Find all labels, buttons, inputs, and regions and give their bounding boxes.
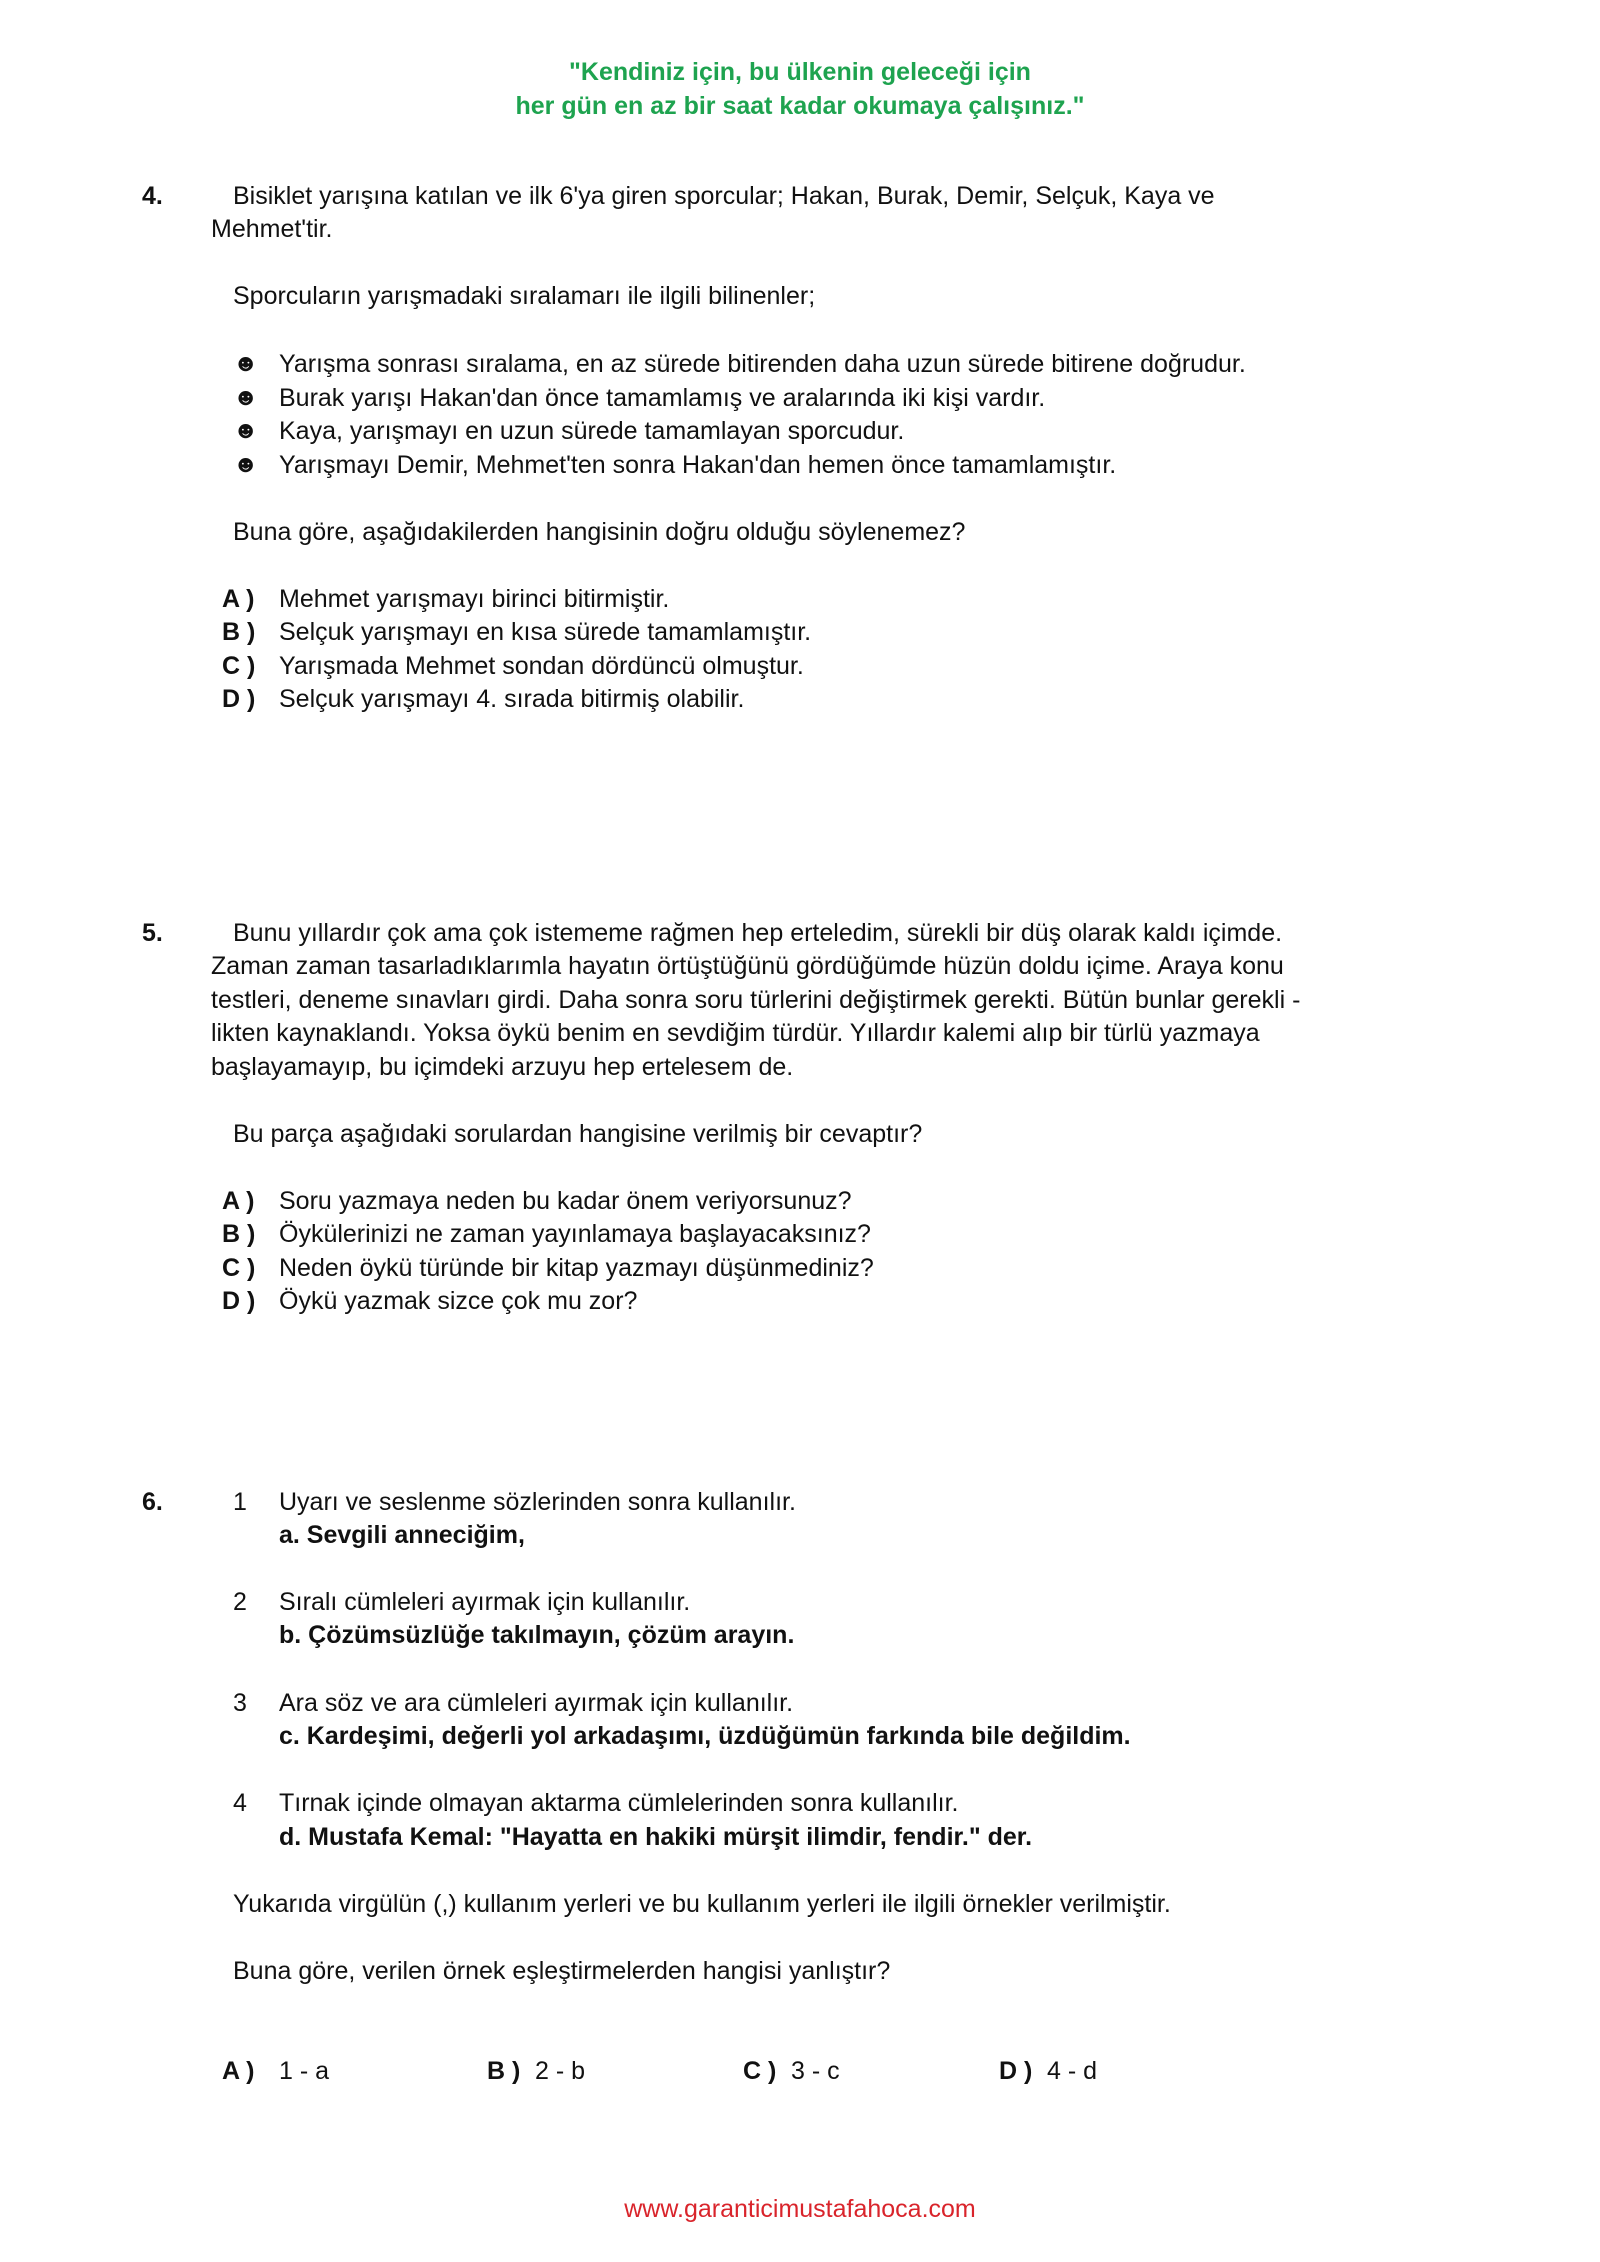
option-letter[interactable]: D ) bbox=[222, 1287, 256, 1315]
option-letter[interactable]: A ) bbox=[222, 2057, 255, 2085]
question-number: 4. bbox=[142, 182, 163, 210]
quote-line-1: "Kendiniz için, bu ülkenin geleceği için bbox=[569, 58, 1031, 86]
usage-example: d. Mustafa Kemal: "Hayatta en hakiki mürşit ilimdir, fendir." der. bbox=[279, 1823, 1033, 1851]
usage-rule: Tırnak içinde olmayan aktarma cümlelerinden sonra kullanılır. bbox=[279, 1789, 959, 1817]
option-text[interactable]: Neden öykü türünde bir kitap yazmayı düşünmediniz? bbox=[279, 1254, 874, 1282]
passage-line: Zaman zaman tasarladıklarımla hayatın örtüştüğünü gördüğümde hüzün doldu içime. Araya konu bbox=[211, 952, 1284, 980]
option-text[interactable]: 3 - c bbox=[791, 2057, 840, 2085]
question-statement: Yukarıda virgülün (,) kullanım yerleri ve bu kullanım yerleri ile ilgili örnekler verilmiştir. bbox=[233, 1890, 1171, 1918]
question-prompt: Bu parça aşağıdaki sorulardan hangisine verilmiş bir cevaptır? bbox=[233, 1120, 923, 1148]
passage-line: testleri, deneme sınavları girdi. Daha sonra soru türlerini değiştirmek gerekti. Bütün bunlar gerekli - bbox=[211, 986, 1301, 1014]
option-letter[interactable]: B ) bbox=[222, 1220, 256, 1248]
option-text[interactable]: Selçuk yarışmayı 4. sırada bitirmiş olabilir. bbox=[279, 685, 745, 713]
question-stem: Bisiklet yarışına katılan ve ilk 6'ya giren sporcular; Hakan, Burak, Demir, Selçuk, Kaya ve bbox=[233, 182, 1215, 210]
option-text[interactable]: 4 - d bbox=[1047, 2057, 1098, 2085]
option-letter[interactable]: C ) bbox=[222, 652, 256, 680]
usage-example: a. Sevgili anneciğim, bbox=[279, 1521, 525, 1549]
question-prompt: Buna göre, aşağıdakilerden hangisinin doğru olduğu söylenemez? bbox=[233, 518, 966, 546]
option-letter[interactable]: A ) bbox=[222, 585, 255, 613]
option-text[interactable]: Öykü yazmak sizce çok mu zor? bbox=[279, 1287, 638, 1315]
usage-rule: Ara söz ve ara cümleleri ayırmak için kullanılır. bbox=[279, 1689, 794, 1717]
option-letter[interactable]: B ) bbox=[222, 618, 256, 646]
passage-line: başlayamayıp, bu içimdeki arzuyu hep ertelesem de. bbox=[211, 1053, 794, 1081]
item-number: 3 bbox=[233, 1689, 247, 1717]
question-intro: Sporcuların yarışmadaki sıralamarı ile ilgili bilinenler; bbox=[233, 282, 816, 310]
option-text[interactable]: Soru yazmaya neden bu kadar önem veriyorsunuz? bbox=[279, 1187, 852, 1215]
usage-example: c. Kardeşimi, değerli yol arkadaşımı, üzdüğümün farkında bile değildim. bbox=[279, 1722, 1131, 1750]
question-number: 5. bbox=[142, 919, 163, 947]
option-letter[interactable]: B ) bbox=[487, 2057, 521, 2085]
quote-line-2: her gün en az bir saat kadar okumaya çalışınız." bbox=[515, 92, 1085, 120]
option-text[interactable]: 2 - b bbox=[535, 2057, 586, 2085]
passage-line: likten kaynaklandı. Yoksa öykü benim en sevdiğim türdür. Yıllardır kalemi alıp bir türlü yazmaya bbox=[211, 1019, 1260, 1047]
list-item: Yarışma sonrası sıralama, en az sürede bitirenden daha uzun sürede bitirene doğrudur. bbox=[279, 350, 1246, 378]
option-letter[interactable]: D ) bbox=[222, 685, 256, 713]
option-text[interactable]: Mehmet yarışmayı birinci bitirmiştir. bbox=[279, 585, 670, 613]
usage-example: b. Çözümsüzlüğe takılmayın, çözüm arayın. bbox=[279, 1621, 795, 1649]
option-text[interactable]: Selçuk yarışmayı en kısa sürede tamamlamıştır. bbox=[279, 618, 812, 646]
smiley-bullet-icon: ☻ bbox=[233, 451, 259, 478]
item-number: 2 bbox=[233, 1588, 247, 1616]
list-item: Kaya, yarışmayı en uzun sürede tamamlayan sporcudur. bbox=[279, 417, 905, 445]
list-item: Burak yarışı Hakan'dan önce tamamlamış ve aralarında iki kişi vardır. bbox=[279, 384, 1046, 412]
option-letter[interactable]: D ) bbox=[999, 2057, 1033, 2085]
passage-line: Bunu yıllardır çok ama çok istememe rağmen hep erteledim, sürekli bir düş olarak kaldı içimde. bbox=[233, 919, 1283, 947]
footer-website-link[interactable]: www.garanticimustafahoca.com bbox=[624, 2195, 976, 2223]
item-number: 4 bbox=[233, 1789, 247, 1817]
smiley-bullet-icon: ☻ bbox=[233, 417, 259, 444]
option-letter[interactable]: C ) bbox=[222, 1254, 256, 1282]
smiley-bullet-icon: ☻ bbox=[233, 384, 259, 411]
page-header-quote bbox=[0, 55, 1600, 123]
option-letter[interactable]: C ) bbox=[743, 2057, 777, 2085]
item-number: 1 bbox=[233, 1488, 247, 1516]
usage-rule: Uyarı ve seslenme sözlerinden sonra kullanılır. bbox=[279, 1488, 796, 1516]
option-text[interactable]: 1 - a bbox=[279, 2057, 330, 2085]
option-letter[interactable]: A ) bbox=[222, 1187, 255, 1215]
option-text[interactable]: Öykülerinizi ne zaman yayınlamaya başlayacaksınız? bbox=[279, 1220, 871, 1248]
question-prompt: Buna göre, verilen örnek eşleştirmelerden hangisi yanlıştır? bbox=[233, 1957, 891, 1985]
smiley-bullet-icon: ☻ bbox=[233, 350, 259, 377]
question-stem: Mehmet'tir. bbox=[211, 215, 333, 243]
list-item: Yarışmayı Demir, Mehmet'ten sonra Hakan'dan hemen önce tamamlamıştır. bbox=[279, 451, 1117, 479]
option-text[interactable]: Yarışmada Mehmet sondan dördüncü olmuştur. bbox=[279, 652, 804, 680]
usage-rule: Sıralı cümleleri ayırmak için kullanılır. bbox=[279, 1588, 691, 1616]
question-number: 6. bbox=[142, 1488, 163, 1516]
